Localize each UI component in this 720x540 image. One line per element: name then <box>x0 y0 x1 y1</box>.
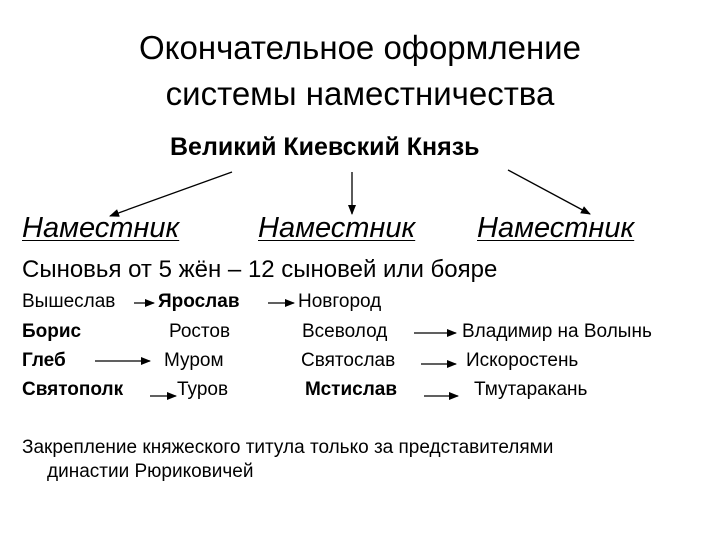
row2-name: Борис <box>22 321 82 342</box>
row1-name: Вышеслав <box>22 291 116 312</box>
row3-city: Муром <box>164 350 224 371</box>
row2-name2: Всеволод <box>302 321 388 342</box>
row3-name: Глеб <box>22 350 66 371</box>
footer-line-2: династии Рюриковичей <box>47 461 254 482</box>
row3-place2: Искоростень <box>466 350 579 371</box>
row1-city: Ярослав <box>158 291 240 312</box>
row2-city: Ростов <box>169 321 231 342</box>
footer-line-1: Закрепление княжеского титула только за представителями <box>22 437 554 458</box>
row4-place2: Тмутаракань <box>474 379 588 400</box>
row4-city: Туров <box>177 379 229 400</box>
arrow-ruler-to-governor-right <box>508 170 590 214</box>
governor-center: Наместник <box>258 212 416 244</box>
title-line-2: системы наместничества <box>165 75 555 112</box>
row4-name2: Мстислав <box>305 379 398 400</box>
title-line-1: Окончательное оформление <box>139 29 581 66</box>
row4-name: Святополк <box>22 379 124 400</box>
row2-place2: Владимир на Волынь <box>462 321 652 342</box>
ruler-label: Великий Киевский Князь <box>170 133 480 161</box>
arrow-ruler-to-governor-left <box>110 172 232 216</box>
row1-place: Новгород <box>298 291 382 312</box>
governor-right: Наместник <box>477 212 635 244</box>
row3-name2: Святослав <box>301 350 396 371</box>
sons-line: Сыновья от 5 жён – 12 сыновей или бояре <box>22 256 498 283</box>
governor-left: Наместник <box>22 212 180 244</box>
